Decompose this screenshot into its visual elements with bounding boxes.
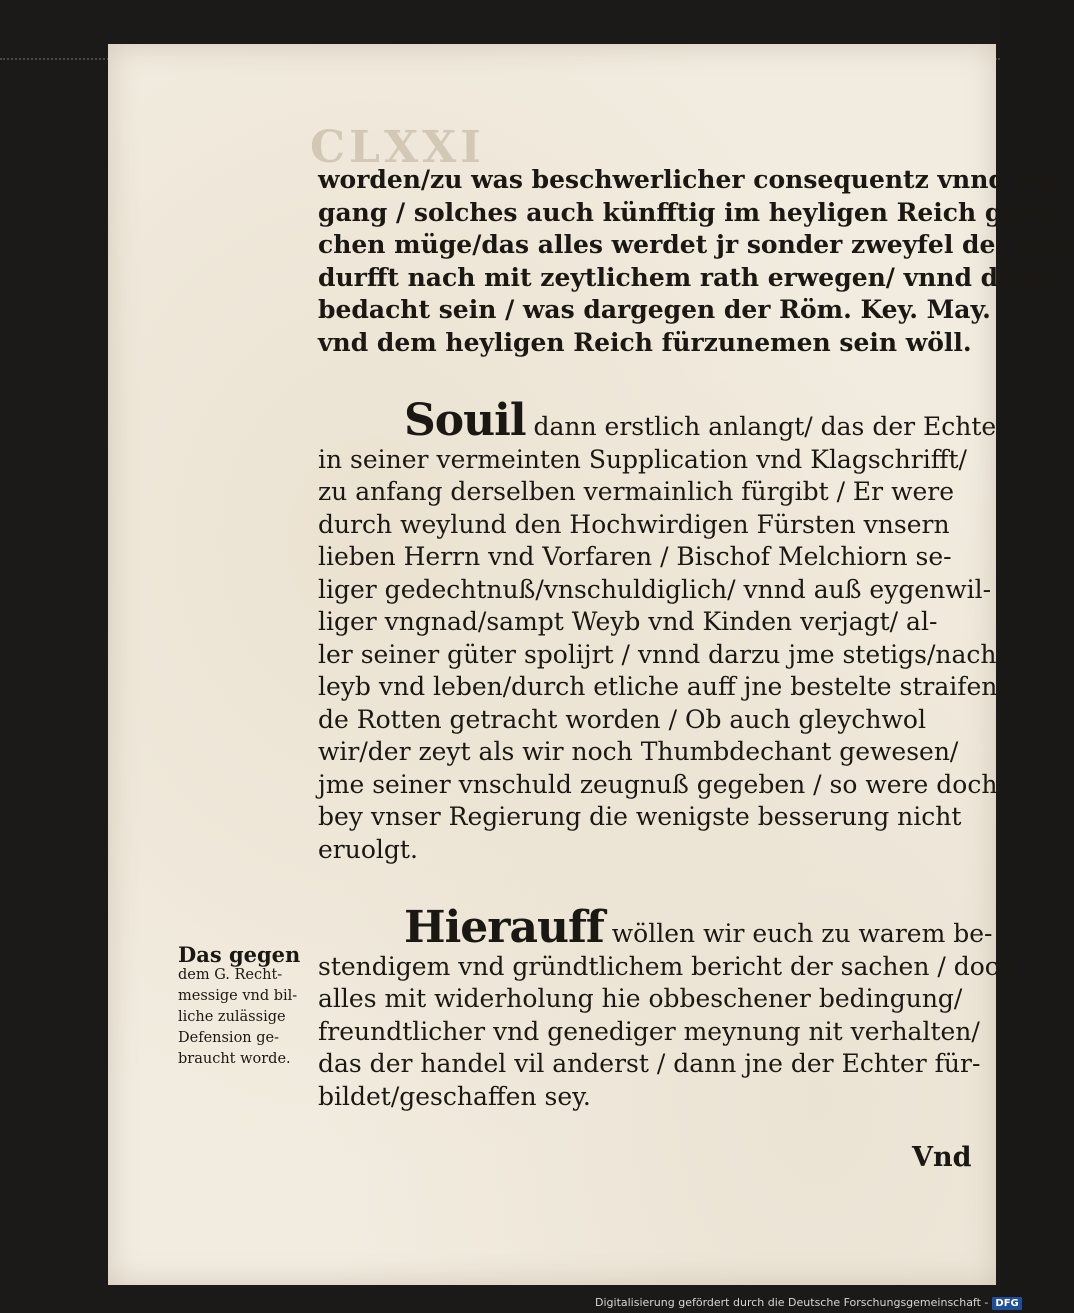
text-line: gang / solches auch künfftig im heyligen Reich gerey-: [318, 197, 1073, 227]
decorated-initial: Souil: [404, 395, 526, 446]
paragraph-2: [318, 395, 1009, 866]
text-line-with-initial: [318, 395, 1009, 446]
text-line: de Rotten getracht worden / Ob auch gleychwol: [318, 704, 926, 734]
text-line: bey vnser Regierung die wenigste besserung nicht: [318, 802, 962, 831]
text-line: bedacht sein / was dargegen der Röm. Key. Мay.: [318, 295, 991, 324]
text-line: das der handel vil anderst / dann jne der Echter für-: [318, 1049, 981, 1078]
text-line-with-initial: [318, 902, 993, 953]
text-line: leyb vnd leben/durch etliche auff jne bestelte straifen-: [318, 672, 1006, 701]
margin-note-line: dem G. Recht-: [178, 967, 283, 983]
text-line: worden/zu was beschwerlicher consequentz vnnd ein-: [318, 165, 1069, 194]
text-line: wir/der zeyt als wir noch Thumbdechant gewesen/: [318, 737, 959, 766]
text-line: liger gedechtnuß/vnschuldiglich/ vnnd auß eygenwil-: [318, 574, 992, 604]
paragraph-3: [318, 902, 1015, 1113]
text-line: jme seiner vnschuld zeugnuß gegeben / so were doch: [318, 769, 998, 799]
text-line: durch weylund den Hochwirdigen Fürsten vnsern: [318, 509, 950, 539]
text-line: durfft nach mit zeytlichem rath erwegen/ vnnd dahin: [318, 262, 1061, 292]
margin-note-line: Defension ge-: [178, 1030, 280, 1046]
funding-footer: [595, 1296, 1022, 1310]
margin-note-line: braucht worde.: [178, 1051, 291, 1067]
margin-note-line: Das gegen: [178, 942, 301, 967]
dfg-logo-icon: DFG: [992, 1297, 1021, 1310]
text-line: alles mit widerholung hie obbeschener bedingung/: [318, 984, 963, 1013]
text-line: chen müge/das alles werdet jr sonder zweyfel der not-: [318, 230, 1074, 259]
folio-number: CLXXI: [310, 122, 485, 173]
text-line: stendigem vnd gründtlichem bericht der sachen / doch: [318, 951, 1015, 981]
text-line: in seiner vermeinten Supplication vnd Klagschrifft/: [318, 444, 967, 474]
footer-text: Digitalisierung gefördert durch die Deutsche Forschungsgemeinschaft -: [595, 1296, 989, 1309]
text-line: freundtlicher vnd genediger meynung nit verhalten/: [318, 1016, 980, 1046]
text-line: zu anfang derselben vermainlich fürgibt / Er were: [318, 477, 955, 506]
margin-note-line: messige vnd bil-: [178, 988, 298, 1004]
text-line: wöllen wir euch zu warem be-: [611, 919, 993, 948]
text-line: eruolgt.: [318, 834, 418, 864]
text-line: vnd dem heyligen Reich fürzunemen sein wöll.: [318, 327, 972, 357]
text-line: bildet/geschaffen sey.: [318, 1081, 591, 1111]
decorated-initial: Hierauff: [404, 902, 604, 953]
main-text: [318, 164, 1074, 1113]
catchword: Vnd: [912, 1142, 972, 1173]
paragraph-1: [318, 164, 1074, 359]
text-line: ler seiner güter spolijrt / vnnd darzu jme stetigs/nach: [318, 639, 997, 669]
text-line: dann erstlich anlangt/ das der Echter: [533, 412, 1009, 441]
text-line: lieben Herrn vnd Vorfaren / Bischof Melchiorn se-: [318, 542, 952, 571]
margin-note: [178, 944, 336, 1070]
margin-note-line: liche zulässige: [178, 1009, 286, 1025]
text-line: liger vngnad/sampt Weyb vnd Kinden verjagt/ al-: [318, 607, 938, 636]
